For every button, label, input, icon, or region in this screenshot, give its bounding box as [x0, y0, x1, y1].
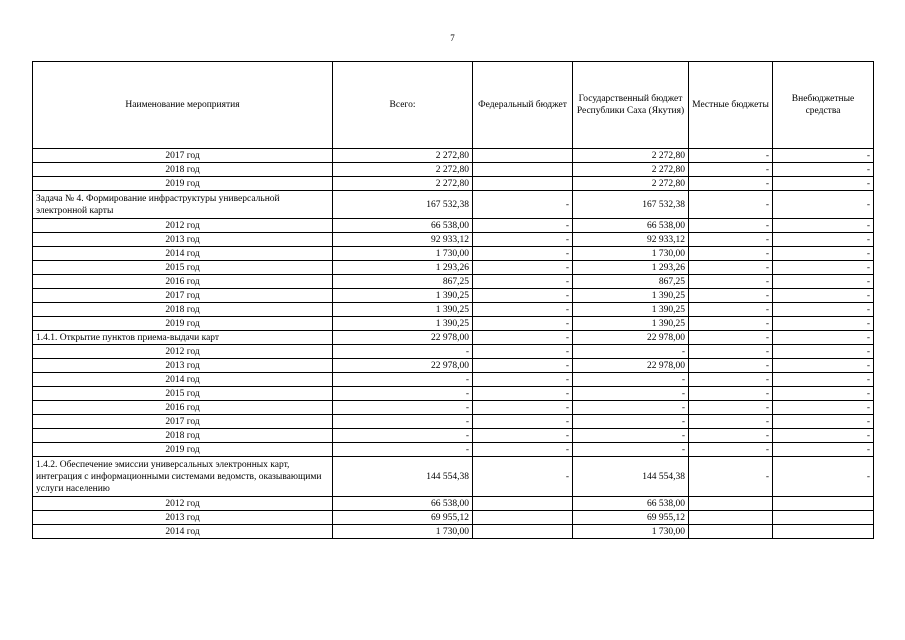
table-row	[33, 219, 874, 233]
cell-federal	[473, 177, 573, 191]
cell-state: 1 390,25	[573, 317, 689, 331]
cell-extra: -	[773, 457, 874, 497]
table-row	[33, 443, 874, 457]
cell-total: 1 730,00	[333, 247, 473, 261]
cell-name: 2012 год	[33, 219, 333, 233]
cell-extra: -	[773, 331, 874, 345]
cell-name: 2016 год	[33, 275, 333, 289]
cell-state: 1 730,00	[573, 247, 689, 261]
cell-federal	[473, 163, 573, 177]
cell-total: 1 293,26	[333, 261, 473, 275]
table-row	[33, 275, 874, 289]
cell-local: -	[689, 233, 773, 247]
cell-total: 22 978,00	[333, 331, 473, 345]
table-row	[33, 345, 874, 359]
table-row	[33, 303, 874, 317]
cell-local: -	[689, 247, 773, 261]
cell-name: 1.4.2. Обеспечение эмиссии универсальных электронных карт, интеграция с информационными системами ведомств, оказывающими услуги населению	[33, 457, 333, 497]
cell-extra	[773, 497, 874, 511]
table-row	[33, 429, 874, 443]
cell-federal: -	[473, 457, 573, 497]
table-row	[33, 163, 874, 177]
cell-local: -	[689, 163, 773, 177]
cell-state: 1 390,25	[573, 289, 689, 303]
header-extra: Внебюджетные средства	[773, 62, 874, 149]
cell-federal: -	[473, 359, 573, 373]
cell-total: -	[333, 429, 473, 443]
cell-total: 1 730,00	[333, 525, 473, 539]
cell-total: -	[333, 373, 473, 387]
cell-local: -	[689, 443, 773, 457]
cell-name: 2019 год	[33, 177, 333, 191]
cell-state: -	[573, 429, 689, 443]
cell-name: 2013 год	[33, 233, 333, 247]
cell-local: -	[689, 261, 773, 275]
cell-total: 22 978,00	[333, 359, 473, 373]
cell-extra: -	[773, 219, 874, 233]
table-row	[33, 233, 874, 247]
cell-extra	[773, 525, 874, 539]
table-row	[33, 191, 874, 219]
header-local: Местные бюджеты	[689, 62, 773, 149]
table-row	[33, 331, 874, 345]
cell-local	[689, 497, 773, 511]
cell-state: -	[573, 401, 689, 415]
cell-federal: -	[473, 331, 573, 345]
cell-extra: -	[773, 163, 874, 177]
cell-name: 2015 год	[33, 261, 333, 275]
cell-state: 1 293,26	[573, 261, 689, 275]
header-name: Наименование мероприятия	[33, 62, 333, 149]
cell-total: 2 272,80	[333, 177, 473, 191]
cell-local	[689, 511, 773, 525]
cell-extra: -	[773, 415, 874, 429]
cell-total: 92 933,12	[333, 233, 473, 247]
cell-federal: -	[473, 443, 573, 457]
cell-local: -	[689, 401, 773, 415]
cell-total: 1 390,25	[333, 303, 473, 317]
cell-total: 1 390,25	[333, 317, 473, 331]
cell-extra: -	[773, 401, 874, 415]
cell-extra: -	[773, 247, 874, 261]
cell-local: -	[689, 191, 773, 219]
cell-name: 2017 год	[33, 415, 333, 429]
cell-state: -	[573, 373, 689, 387]
cell-local: -	[689, 415, 773, 429]
cell-total: -	[333, 401, 473, 415]
cell-federal: -	[473, 429, 573, 443]
cell-federal: -	[473, 373, 573, 387]
header-total: Всего:	[333, 62, 473, 149]
cell-total: 2 272,80	[333, 149, 473, 163]
cell-federal	[473, 497, 573, 511]
cell-extra: -	[773, 289, 874, 303]
cell-state: 2 272,80	[573, 149, 689, 163]
cell-federal	[473, 149, 573, 163]
cell-local: -	[689, 373, 773, 387]
cell-name: 2015 год	[33, 387, 333, 401]
cell-name: 2017 год	[33, 289, 333, 303]
cell-local: -	[689, 317, 773, 331]
cell-extra: -	[773, 233, 874, 247]
cell-name: 2014 год	[33, 525, 333, 539]
table-header-row	[33, 62, 874, 149]
cell-extra: -	[773, 387, 874, 401]
table-row	[33, 457, 874, 497]
cell-federal: -	[473, 303, 573, 317]
cell-extra: -	[773, 373, 874, 387]
cell-name: 1.4.1. Открытие пунктов приема-выдачи карт	[33, 331, 333, 345]
cell-total: 867,25	[333, 275, 473, 289]
cell-extra: -	[773, 429, 874, 443]
table-body	[33, 149, 874, 539]
cell-name: 2018 год	[33, 303, 333, 317]
cell-total: 144 554,38	[333, 457, 473, 497]
cell-local	[689, 525, 773, 539]
cell-name: Задача № 4. Формирование инфраструктуры универсальной электронной карты	[33, 191, 333, 219]
cell-state: 144 554,38	[573, 457, 689, 497]
cell-extra: -	[773, 149, 874, 163]
cell-extra	[773, 511, 874, 525]
table-row	[33, 261, 874, 275]
cell-federal: -	[473, 247, 573, 261]
table-row	[33, 317, 874, 331]
cell-total: -	[333, 415, 473, 429]
cell-extra: -	[773, 443, 874, 457]
cell-federal: -	[473, 289, 573, 303]
cell-local: -	[689, 219, 773, 233]
table-row	[33, 373, 874, 387]
cell-local: -	[689, 345, 773, 359]
cell-state: 66 538,00	[573, 219, 689, 233]
cell-federal: -	[473, 261, 573, 275]
cell-federal: -	[473, 317, 573, 331]
cell-federal: -	[473, 233, 573, 247]
cell-state: -	[573, 345, 689, 359]
cell-total: -	[333, 387, 473, 401]
cell-local: -	[689, 359, 773, 373]
cell-local: -	[689, 149, 773, 163]
cell-name: 2018 год	[33, 429, 333, 443]
table-row	[33, 415, 874, 429]
cell-total: -	[333, 443, 473, 457]
cell-state: -	[573, 443, 689, 457]
cell-local: -	[689, 303, 773, 317]
budget-table	[32, 61, 874, 539]
cell-state: 22 978,00	[573, 331, 689, 345]
cell-extra: -	[773, 261, 874, 275]
cell-federal	[473, 511, 573, 525]
cell-name: 2013 год	[33, 359, 333, 373]
cell-total: -	[333, 345, 473, 359]
cell-state: 2 272,80	[573, 177, 689, 191]
cell-total: 69 955,12	[333, 511, 473, 525]
cell-name: 2012 год	[33, 497, 333, 511]
cell-name: 2013 год	[33, 511, 333, 525]
table-row	[33, 497, 874, 511]
table-row	[33, 247, 874, 261]
header-state: Государственный бюджет Республики Саха (Якутия)	[573, 62, 689, 149]
cell-federal: -	[473, 387, 573, 401]
cell-total: 167 532,38	[333, 191, 473, 219]
cell-name: 2012 год	[33, 345, 333, 359]
cell-state: 69 955,12	[573, 511, 689, 525]
cell-state: -	[573, 415, 689, 429]
cell-extra: -	[773, 177, 874, 191]
cell-federal: -	[473, 415, 573, 429]
cell-state: 867,25	[573, 275, 689, 289]
cell-total: 66 538,00	[333, 497, 473, 511]
cell-total: 66 538,00	[333, 219, 473, 233]
table-row	[33, 149, 874, 163]
table-row	[33, 525, 874, 539]
cell-federal: -	[473, 401, 573, 415]
table-row	[33, 359, 874, 373]
cell-name: 2019 год	[33, 443, 333, 457]
cell-name: 2019 год	[33, 317, 333, 331]
cell-state: 1 730,00	[573, 525, 689, 539]
cell-extra: -	[773, 345, 874, 359]
table-row	[33, 177, 874, 191]
cell-local: -	[689, 275, 773, 289]
cell-federal	[473, 525, 573, 539]
table-row	[33, 387, 874, 401]
cell-name: 2014 год	[33, 247, 333, 261]
cell-total: 1 390,25	[333, 289, 473, 303]
header-federal: Федеральный бюджет	[473, 62, 573, 149]
cell-state: 66 538,00	[573, 497, 689, 511]
cell-state: 2 272,80	[573, 163, 689, 177]
cell-extra: -	[773, 275, 874, 289]
cell-local: -	[689, 457, 773, 497]
cell-federal: -	[473, 345, 573, 359]
page-number: 7	[450, 33, 455, 43]
cell-local: -	[689, 429, 773, 443]
cell-state: 22 978,00	[573, 359, 689, 373]
cell-state: 167 532,38	[573, 191, 689, 219]
table-row	[33, 289, 874, 303]
cell-extra: -	[773, 303, 874, 317]
cell-local: -	[689, 177, 773, 191]
cell-state: 92 933,12	[573, 233, 689, 247]
cell-extra: -	[773, 317, 874, 331]
table-row	[33, 511, 874, 525]
cell-state: 1 390,25	[573, 303, 689, 317]
cell-name: 2014 год	[33, 373, 333, 387]
cell-federal: -	[473, 275, 573, 289]
cell-federal: -	[473, 191, 573, 219]
cell-local: -	[689, 331, 773, 345]
cell-name: 2018 год	[33, 163, 333, 177]
cell-extra: -	[773, 359, 874, 373]
cell-state: -	[573, 387, 689, 401]
cell-total: 2 272,80	[333, 163, 473, 177]
cell-name: 2016 год	[33, 401, 333, 415]
cell-name: 2017 год	[33, 149, 333, 163]
cell-federal: -	[473, 219, 573, 233]
cell-extra: -	[773, 191, 874, 219]
table-row	[33, 401, 874, 415]
cell-local: -	[689, 387, 773, 401]
cell-local: -	[689, 289, 773, 303]
